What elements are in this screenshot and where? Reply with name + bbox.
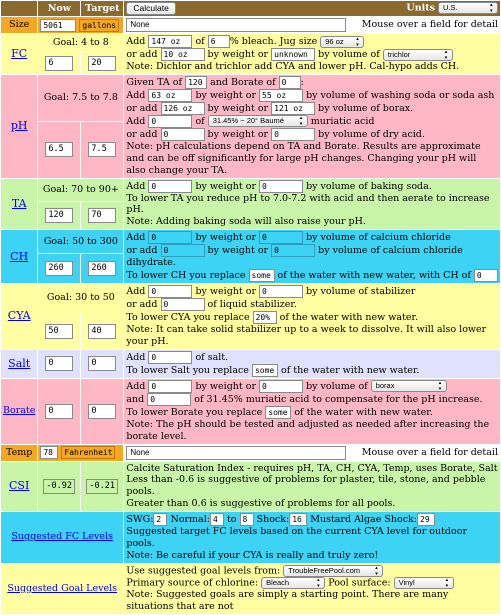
fc-bleach-oz[interactable]: 147 oz [148, 35, 192, 48]
ta-link[interactable]: TA [11, 196, 27, 210]
ph-borate-input[interactable]: 0 [279, 76, 301, 89]
sgl-primary: Primary source of chlorine: [126, 577, 259, 589]
fc-chem-select[interactable]: trichlor ▴▾ [383, 49, 453, 61]
ph-borax-text: by volume of borax. [318, 102, 414, 114]
header-bar [124, 1, 500, 16]
cya-add: Add [126, 286, 146, 297]
salt-lower-2: of the water with new water. [281, 364, 420, 376]
csi-now-cell [38, 462, 80, 512]
ta-by-volume: by volume of baking soda. [306, 180, 432, 192]
cya-volume-input[interactable]: 0 [259, 285, 303, 298]
header-target: Target [81, 1, 123, 16]
fc-label-cell [1, 34, 37, 74]
fc-now-cell [38, 52, 80, 73]
sgl-note: Note: Suggested goals are simply a starting point. There are many situations that are not [126, 589, 449, 613]
sgl-surface-select[interactable]: Vinyl ▴▾ [394, 577, 454, 589]
ta-now-input[interactable]: 120 [45, 208, 73, 223]
ch-now-input[interactable]: 260 [45, 261, 73, 276]
salt-now-cell [38, 350, 80, 378]
fc-tri-weight[interactable]: 10 oz [161, 48, 205, 61]
borate-acid-input[interactable]: 0 [147, 393, 191, 406]
ph-and-borate: and Borate of [210, 76, 276, 88]
sfc-normal-label: Normal: [170, 514, 210, 525]
ta-add: Add [126, 180, 146, 192]
borate-target-cell [81, 379, 123, 444]
csi-detail [124, 462, 500, 512]
units-select[interactable]: U.S. ▴▾ [438, 2, 498, 14]
borate-volume-input[interactable]: 0 [259, 380, 303, 393]
ph-now-cell [38, 122, 80, 178]
temp-detail [124, 445, 500, 461]
sfc-detail [124, 512, 500, 563]
ch-target-cell [81, 254, 123, 283]
borate-label-cell [1, 379, 37, 444]
ph-by-weight-3: by weight or [207, 128, 269, 140]
calculate-button[interactable]: Calculate [126, 2, 175, 15]
ta-label-cell [1, 179, 37, 230]
fc-tri-volume[interactable]: unknown [271, 48, 315, 61]
ta-now-cell [38, 202, 80, 229]
salt-now-input[interactable]: 0 [45, 356, 73, 371]
fc-add-text: Add [126, 36, 146, 47]
fc-bleach-text: % bleach. Jug size [229, 36, 318, 47]
ch-label-cell [1, 230, 37, 283]
fc-of-text: of [195, 36, 205, 47]
borate-by-volume: by volume of [306, 380, 368, 392]
ph-muriatic-amount[interactable]: 0 [148, 115, 192, 128]
ch-target-input[interactable]: 260 [88, 261, 116, 276]
salt-add: Add [126, 351, 146, 363]
borate-detail [124, 379, 500, 444]
size-cell [38, 17, 123, 33]
fc-by-weight: by weight or [207, 49, 269, 60]
ph-acid-select[interactable]: 31.45% ~ 20° Baumé ▴▾ [208, 115, 308, 127]
ph-soda-volume[interactable]: 55 oz [259, 89, 303, 102]
borate-note: Note: The pH should be tested and adjusted as needed after increasing the borate level. [126, 418, 490, 442]
ch-add: Add [126, 232, 146, 244]
ph-dry-volume[interactable]: 0 [271, 128, 315, 141]
ta-target-input[interactable]: 70 [88, 208, 116, 223]
ph-of: of [195, 115, 205, 127]
borate-lower-2: of the water with new water. [294, 406, 433, 418]
cya-target-input[interactable]: 40 [88, 324, 116, 339]
ta-target-cell [81, 202, 123, 229]
borate-add: Add [126, 380, 146, 392]
cya-link[interactable]: CYA [7, 309, 31, 323]
cya-weight-input[interactable]: 0 [148, 285, 192, 298]
ch-now-cell [38, 254, 80, 283]
fc-now-input[interactable]: 6 [45, 56, 73, 71]
ph-soda-weight[interactable]: 63 oz [148, 89, 192, 102]
ta-line2: To lower TA you reduce pH to 7.0-7.2 with acid and then aerate to increase pH. [126, 192, 490, 216]
ta-goal: Goal: 70 to 90+ [38, 179, 123, 201]
ph-given: Given TA of [126, 76, 183, 88]
ph-muriatic-text: muriatic acid [310, 115, 375, 127]
temp-hint: Mouse over a field for detail [361, 446, 498, 458]
ch-replace-pct[interactable]: some [249, 269, 275, 282]
ph-soda-text: by volume of washing soda or soda ash [306, 89, 495, 101]
sfc-line2: Suggested target FC levels based on the current CYA level for outdoor pools. [126, 526, 467, 549]
csi-line1: Calcite Saturation Index - requires pH, TA, CH, CYA, Temp, uses Borate, Salt [126, 462, 498, 474]
ph-label-cell [1, 75, 37, 178]
ph-dry-text: by volume of dry acid. [318, 128, 425, 140]
sfc-line3: Note: Be careful if your CYA is really and truly zero! [126, 549, 379, 561]
salt-of-salt: of salt. [195, 351, 229, 363]
ph-note: Note: pH calculations depend on TA and Borate. Results are approximate and can be off significantly for large pH changes. Changing your pH will also change your TA. [126, 140, 481, 176]
sfc-swg-label: SWG: [126, 514, 154, 525]
cya-target-cell [81, 314, 123, 349]
ph-target-cell [81, 122, 123, 178]
csi-target-cell [81, 462, 123, 512]
ph-detail: Given TA of 120 and Borate of 0 : Add 63 oz by weight or 55 oz by volume of washing soda or soda ash or add 126 oz by weight or 121 oz by volume of borax. Add 0 of 31.45% ~ 20° Baumé ▴▾ muriatic acid or add 0 by weight or 0 by volume of dry acid. Note: pH calculations depend on TA and Borate. Results are approximate and can be off significantly for large pH changes. Changing your pH will also change your TA. [124, 75, 500, 178]
temp-cell [38, 445, 123, 461]
fc-note: Note: Dichlor and trichlor add CYA and lower pH. Cal-hypo adds CH. [126, 61, 460, 72]
salt-target-cell [81, 350, 123, 378]
fc-link[interactable]: FC [11, 47, 28, 60]
sgl-label-cell [1, 564, 123, 615]
ph-by-weight: by weight or [195, 89, 257, 101]
borate-lower: To lower Borate you replace [126, 406, 263, 418]
ch-weight-input[interactable]: 0 [148, 231, 192, 244]
sgl-surface-label: Pool surface: [328, 577, 391, 589]
sfc-mustard: 29 [417, 513, 435, 526]
borate-weight-input[interactable]: 0 [148, 380, 192, 393]
size-hint: Mouse over a field for detail [361, 19, 498, 31]
cya-label-cell [1, 284, 37, 349]
temp-detail-field: None [126, 446, 346, 460]
fc-bleach-pct[interactable]: 6 [208, 35, 230, 48]
cya-now-input[interactable]: 50 [45, 324, 73, 339]
borate-by-weight: by weight or [195, 380, 257, 392]
sfc-normal-low: 4 [210, 513, 224, 526]
ch-by-weight: by weight or [195, 232, 257, 244]
salt-amount-input[interactable]: 0 [148, 351, 192, 364]
sfc-swg: 2 [153, 513, 167, 526]
ch-volume-input[interactable]: 0 [259, 231, 303, 244]
borate-acid-text: of 31.45% muriatic acid to compensate for the pH increase. [194, 393, 483, 405]
sgl-detail [124, 564, 500, 615]
ch-lower: To lower CH you replace [126, 270, 246, 281]
salt-target-input[interactable]: 0 [88, 356, 116, 371]
ph-add: Add [126, 89, 146, 101]
temp-label: Temp [1, 445, 37, 461]
ch-lower-2: of the water with new water, with CH of [277, 270, 471, 281]
cya-detail [124, 284, 500, 349]
cya-liquid-text: of liquid stabilizer. [207, 299, 297, 310]
size-detail-field: None [126, 18, 346, 32]
fc-target-input[interactable]: 20 [88, 56, 116, 71]
borate-link[interactable]: Borate [3, 405, 36, 417]
ch-new-water-input[interactable]: 0 [474, 269, 498, 282]
ta-by-weight: by weight or [195, 180, 257, 192]
cya-replace-pct[interactable]: 20% [253, 311, 277, 324]
borate-now-cell [38, 379, 80, 444]
cya-goal: Goal: 30 to 50 [38, 284, 123, 313]
borate-and: and [126, 393, 145, 405]
csi-line2: Less than -0.6 is suggestive of problems for plaster, tile, stone, and pebble pools. [126, 474, 486, 498]
ph-or-add-2: or add [126, 128, 158, 140]
header-now: Now [38, 1, 80, 16]
salt-lower: To lower Salt you replace [126, 364, 249, 376]
ch-goal: Goal: 50 to 300 [38, 230, 123, 253]
sgl-chlorine-select[interactable]: Bleach ▴▾ [261, 577, 325, 589]
ch-by-weight-2: by weight or [207, 245, 269, 257]
sfc-to: to [226, 514, 237, 525]
cya-lower: To lower CYA you replace [126, 312, 250, 323]
csi-link[interactable]: CSI [9, 479, 30, 493]
ch-link[interactable]: CH [10, 249, 29, 263]
cya-by-volume: by volume of stabilizer [306, 286, 416, 297]
ch-by-volume: by volume of calcium chloride [306, 232, 451, 244]
ta-volume-input[interactable]: 0 [259, 180, 303, 193]
ph-ta-input[interactable]: 120 [185, 76, 207, 89]
size-input[interactable]: 5061 [40, 19, 76, 32]
salt-link[interactable]: Salt [8, 356, 31, 370]
ph-target-input[interactable]: 7.5 [88, 142, 116, 157]
fc-goal: Goal: 4 to 8 [38, 34, 123, 51]
fc-by-volume: by volume of [318, 49, 380, 60]
ph-by-weight-2: by weight or [207, 102, 269, 114]
temp-unit-select[interactable]: Fahrenheit [61, 446, 115, 459]
fc-jug-select[interactable]: 96 oz ▴▾ [320, 36, 364, 48]
ch-weight-input-2[interactable]: 0 [161, 244, 205, 257]
borate-now-input[interactable]: 0 [45, 404, 73, 419]
fc-target-cell [81, 52, 123, 73]
borate-chem-select[interactable]: borax ▴▾ [371, 380, 447, 392]
sfc-mustard-label: Mustard Algae Shock: [310, 514, 417, 525]
ta-weight-input[interactable]: 0 [148, 180, 192, 193]
ph-goal: Goal: 7.5 to 7.8 [38, 75, 123, 121]
cya-note: Note: It can take solid stabilizer up to a week to dissolve. It will also lower your pH. [126, 324, 487, 347]
units-label: Units [406, 2, 435, 14]
csi-target-value: -0.21 [86, 479, 118, 494]
sfc-shock: 16 [289, 513, 307, 526]
salt-label-cell [1, 350, 37, 378]
csi-label-cell [1, 462, 37, 512]
cya-liquid-input[interactable]: 0 [161, 298, 205, 311]
csi-line3: Greater than 0.6 is suggestive of problems for all pools. [126, 498, 396, 510]
ta-detail [124, 179, 500, 230]
sgl-source-select[interactable]: TroubleFreePool.com ▴▾ [283, 565, 383, 577]
fc-detail [124, 34, 500, 74]
cya-now-cell [38, 314, 80, 349]
ch-or-add: or add [126, 245, 158, 257]
sfc-shock-label: Shock: [256, 514, 290, 525]
salt-replace-pct[interactable]: some [252, 364, 278, 377]
ph-borax-weight[interactable]: 126 oz [161, 102, 205, 115]
csi-now-value: -0.92 [43, 479, 75, 494]
ph-dry-weight[interactable]: 0 [161, 128, 205, 141]
salt-detail [124, 350, 500, 378]
ph-link[interactable]: pH [10, 119, 28, 133]
ph-add-3: Add [126, 115, 146, 127]
ch-detail [124, 230, 500, 283]
borate-replace-pct[interactable]: some [265, 406, 291, 419]
ch-by-volume-2: by volume of calcium chloride dihydrate. [126, 245, 463, 269]
ph-now-input[interactable]: 6.5 [45, 142, 73, 157]
size-detail [124, 17, 500, 33]
temp-input[interactable]: 78 [40, 446, 58, 459]
fc-or-add: or add [126, 49, 158, 60]
sgl-use: Use suggested goal levels from: [126, 565, 281, 577]
size-label: Size [1, 17, 37, 33]
cya-or-add: or add [126, 299, 158, 310]
sgl-link[interactable]: Suggested Goal Levels [7, 582, 118, 594]
ph-borax-volume[interactable]: 121 oz [271, 102, 315, 115]
sfc-normal-high: 8 [240, 513, 254, 526]
cya-lower-2: of the water with new water. [279, 312, 419, 323]
ta-note: Note: Adding baking soda will also raise your pH. [126, 216, 366, 228]
borate-target-input[interactable]: 0 [88, 404, 116, 419]
cya-by-weight: by weight or [195, 286, 257, 297]
sfc-link[interactable]: Suggested FC Levels [11, 531, 113, 543]
ph-or-add: or add [126, 102, 158, 114]
size-unit-select[interactable]: gallons [79, 19, 119, 32]
ch-volume-input-2[interactable]: 0 [271, 244, 315, 257]
header-corner [1, 1, 37, 16]
sfc-label-cell [1, 512, 123, 563]
